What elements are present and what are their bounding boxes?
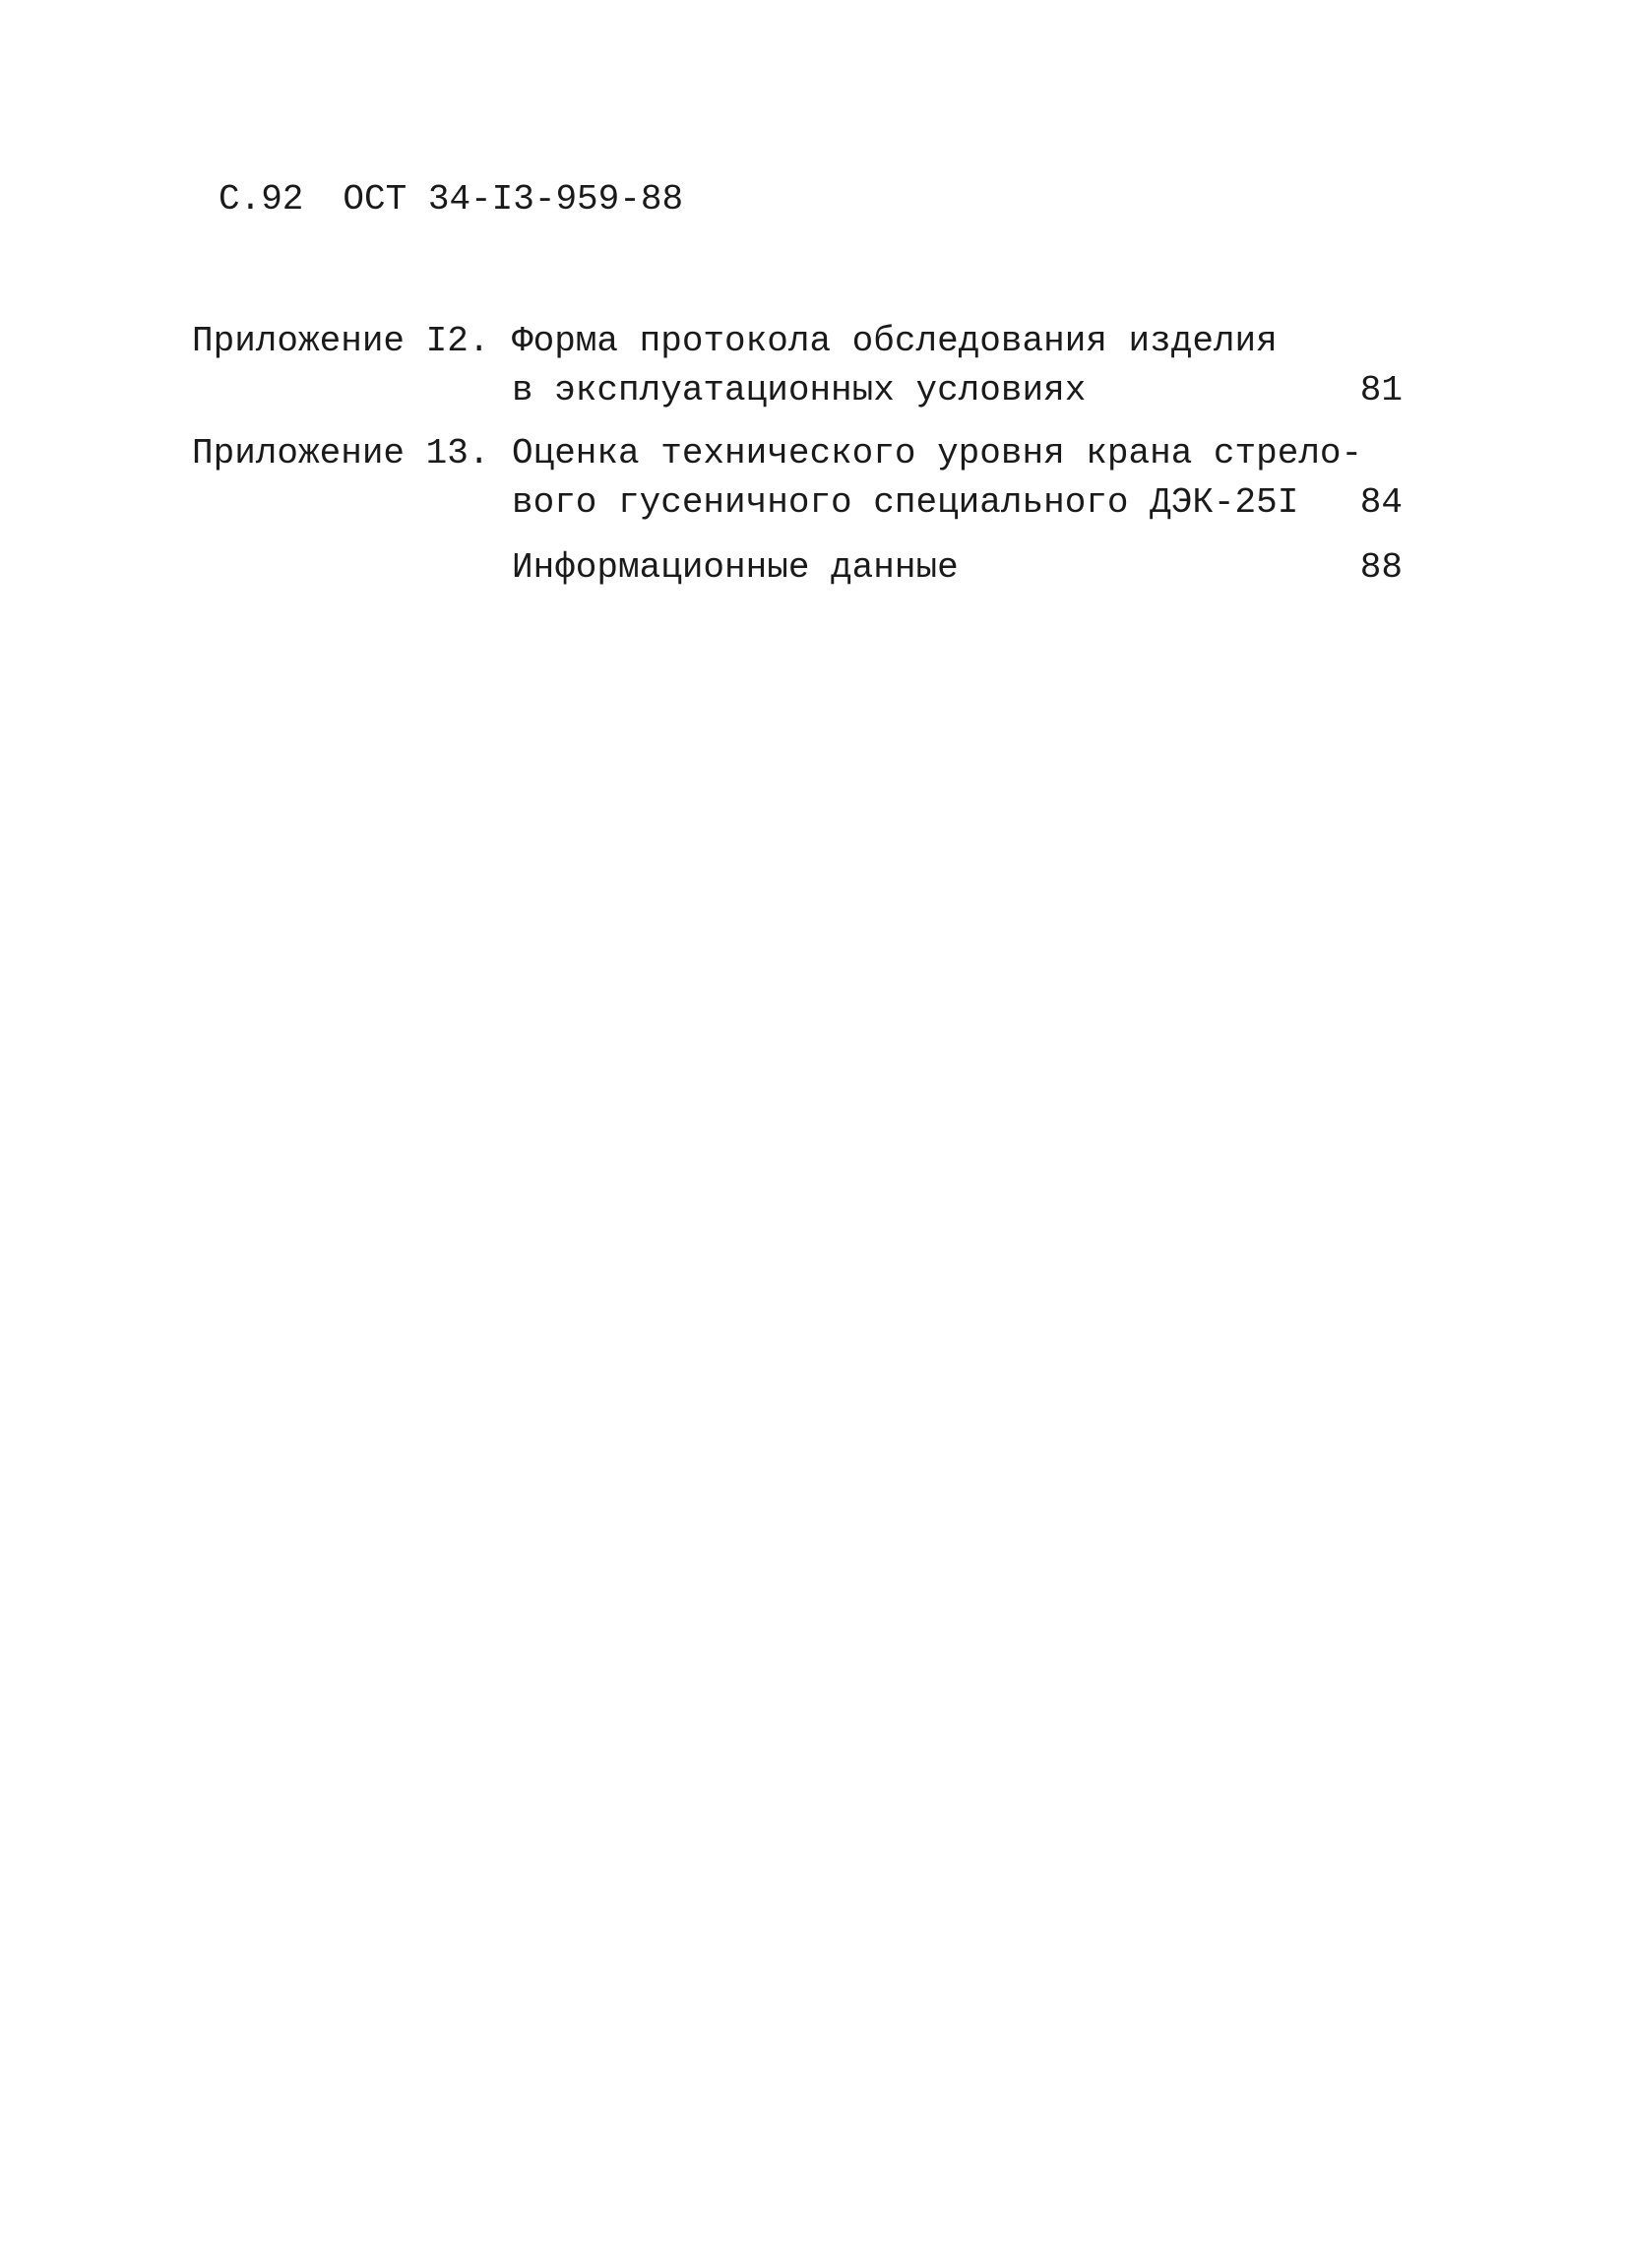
toc-entry-title-line: в эксплуатационных условиях <box>512 370 1087 410</box>
page-number: С.92 <box>219 179 304 220</box>
toc-entry-title-line: вого гусеничного специального ДЭК-25I <box>512 482 1299 523</box>
toc-entry-label: Приложение I2. <box>192 321 490 361</box>
toc-entry-title-line: Форма протокола обследования изделия <box>512 321 1278 361</box>
toc-entry-title-line: Информационные данные <box>512 547 959 588</box>
standard-designation: ОСТ 34-I3-959-88 <box>343 179 684 220</box>
toc-entry-page-number: 81 <box>1359 370 1403 410</box>
toc-entry-page-number: 84 <box>1359 482 1403 523</box>
toc-entry-label: Приложение 13. <box>192 433 490 473</box>
toc-entry-page-number: 88 <box>1359 547 1403 588</box>
toc-entry-title-line: Оценка технического уровня крана стрело- <box>512 433 1363 473</box>
page-header <box>219 179 683 220</box>
